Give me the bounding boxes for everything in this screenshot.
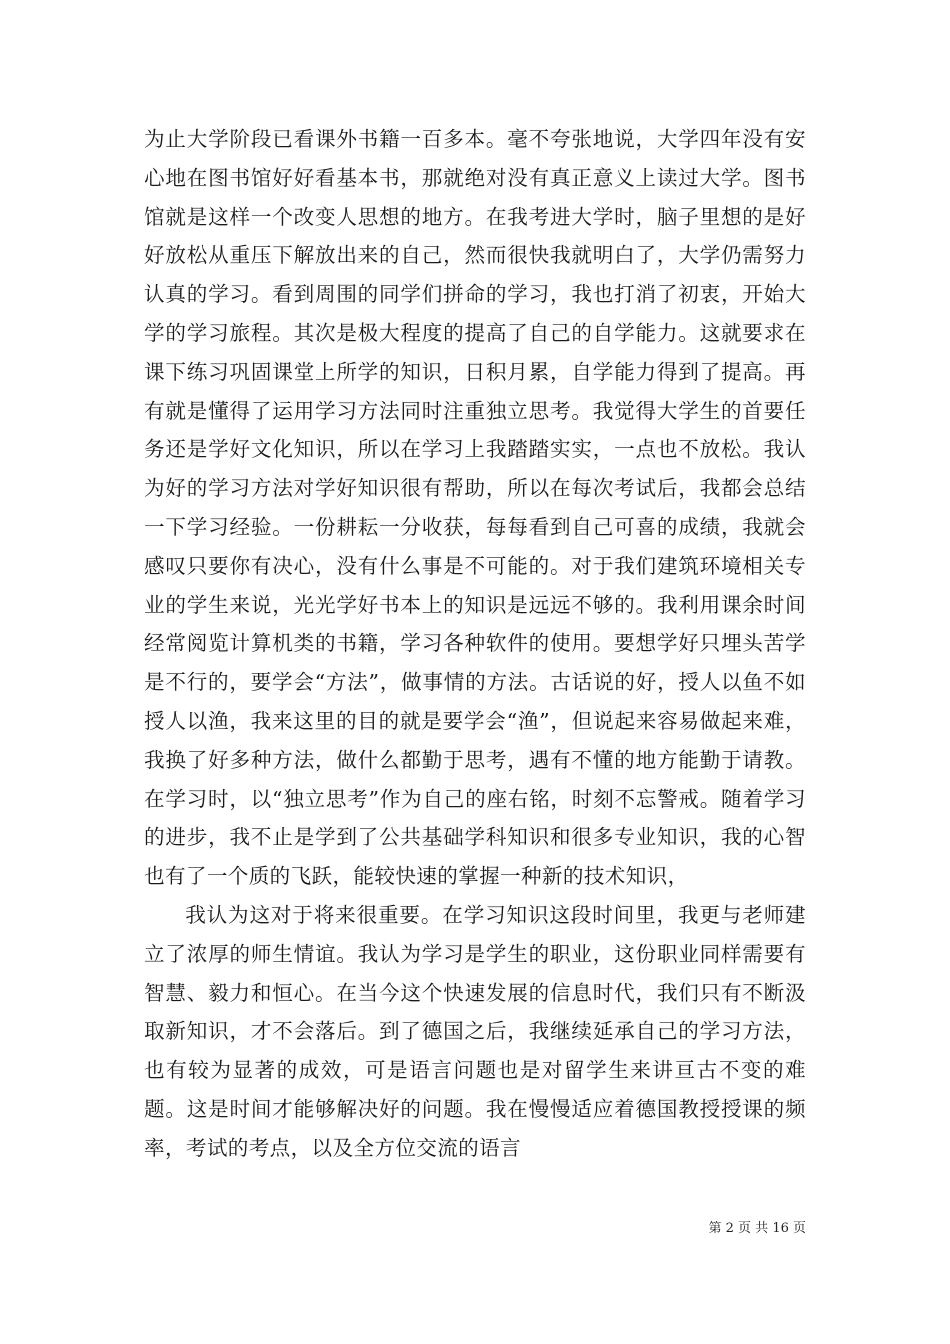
body-text [144,120,806,1168]
paragraph-1: 为止大学阶段已看课外书籍一百多本。毫不夸张地说，大学四年没有安心地在图书馆好好看基本书，那就绝对没有真正意义上读过大学。图书馆就是这样一个改变人思想的地方。在我考进大学时，脑子里想的是好好放松从重压下解放出来的自己，然而很快我就明白了，大学仍需努力认真的学习。看到周围的同学们拼命的学习，我也打消了初衷，开始大学的学习旅程。其次是极大程度的提高了自己的自学能力。这就要求在课下练习巩固课堂上所学的知识，日积月累，自学能力得到了提高。再有就是懂得了运用学习方法同时注重独立思考。我觉得大学生的首要任务还是学好文化知识，所以在学习上我踏踏实实，一点也不放松。我认为好的学习方法对学好知识很有帮助，所以在每次考试后，我都会总结一下学习经验。一份耕耘一分收获，每每看到自己可喜的成绩，我就会感叹只要你有决心，没有什么事是不可能的。对于我们建筑环境相关专业的学生来说，光光学好书本上的知识是远远不够的。我利用课余时间经常阅览计算机类的书籍，学习各种软件的使用。要想学好只埋头苦学是不行的，要学会“方法”，做事情的方法。古话说的好，授人以鱼不如授人以渔，我来这里的目的就是要学会“渔”，但说起来容易做起来难，我换了好多种方法，做什么都勤于思考，遇有不懂的地方能勤于请教。在学习时，以“独立思考”作为自己的座右铭，时刻不忘警戒。随着学习的进步，我不止是学到了公共基础学科知识和很多专业知识，我的心智也有了一个质的飞跃，能较快速的掌握一种新的技术知识， [144,127,806,889]
page-number-footer: 第 2 页 共 16 页 [708,1221,806,1236]
paragraph-2: 我认为这对于将来很重要。在学习知识这段时间里，我更与老师建立了浓厚的师生情谊。我认为学习是学生的职业，这份职业同样需要有智慧、毅力和恒心。在当今这个快速发展的信息时代，我们只有不断汲取新知识，才不会落后。到了德国之后，我继续延承自己的学习方法，也有较为显著的成效，可是语言问题也是对留学生来讲亘古不变的难题。这是时间才能够解决好的问题。我在慢慢适应着德国教授授课的频率，考试的考点，以及全方位交流的语言 [144,902,806,1160]
